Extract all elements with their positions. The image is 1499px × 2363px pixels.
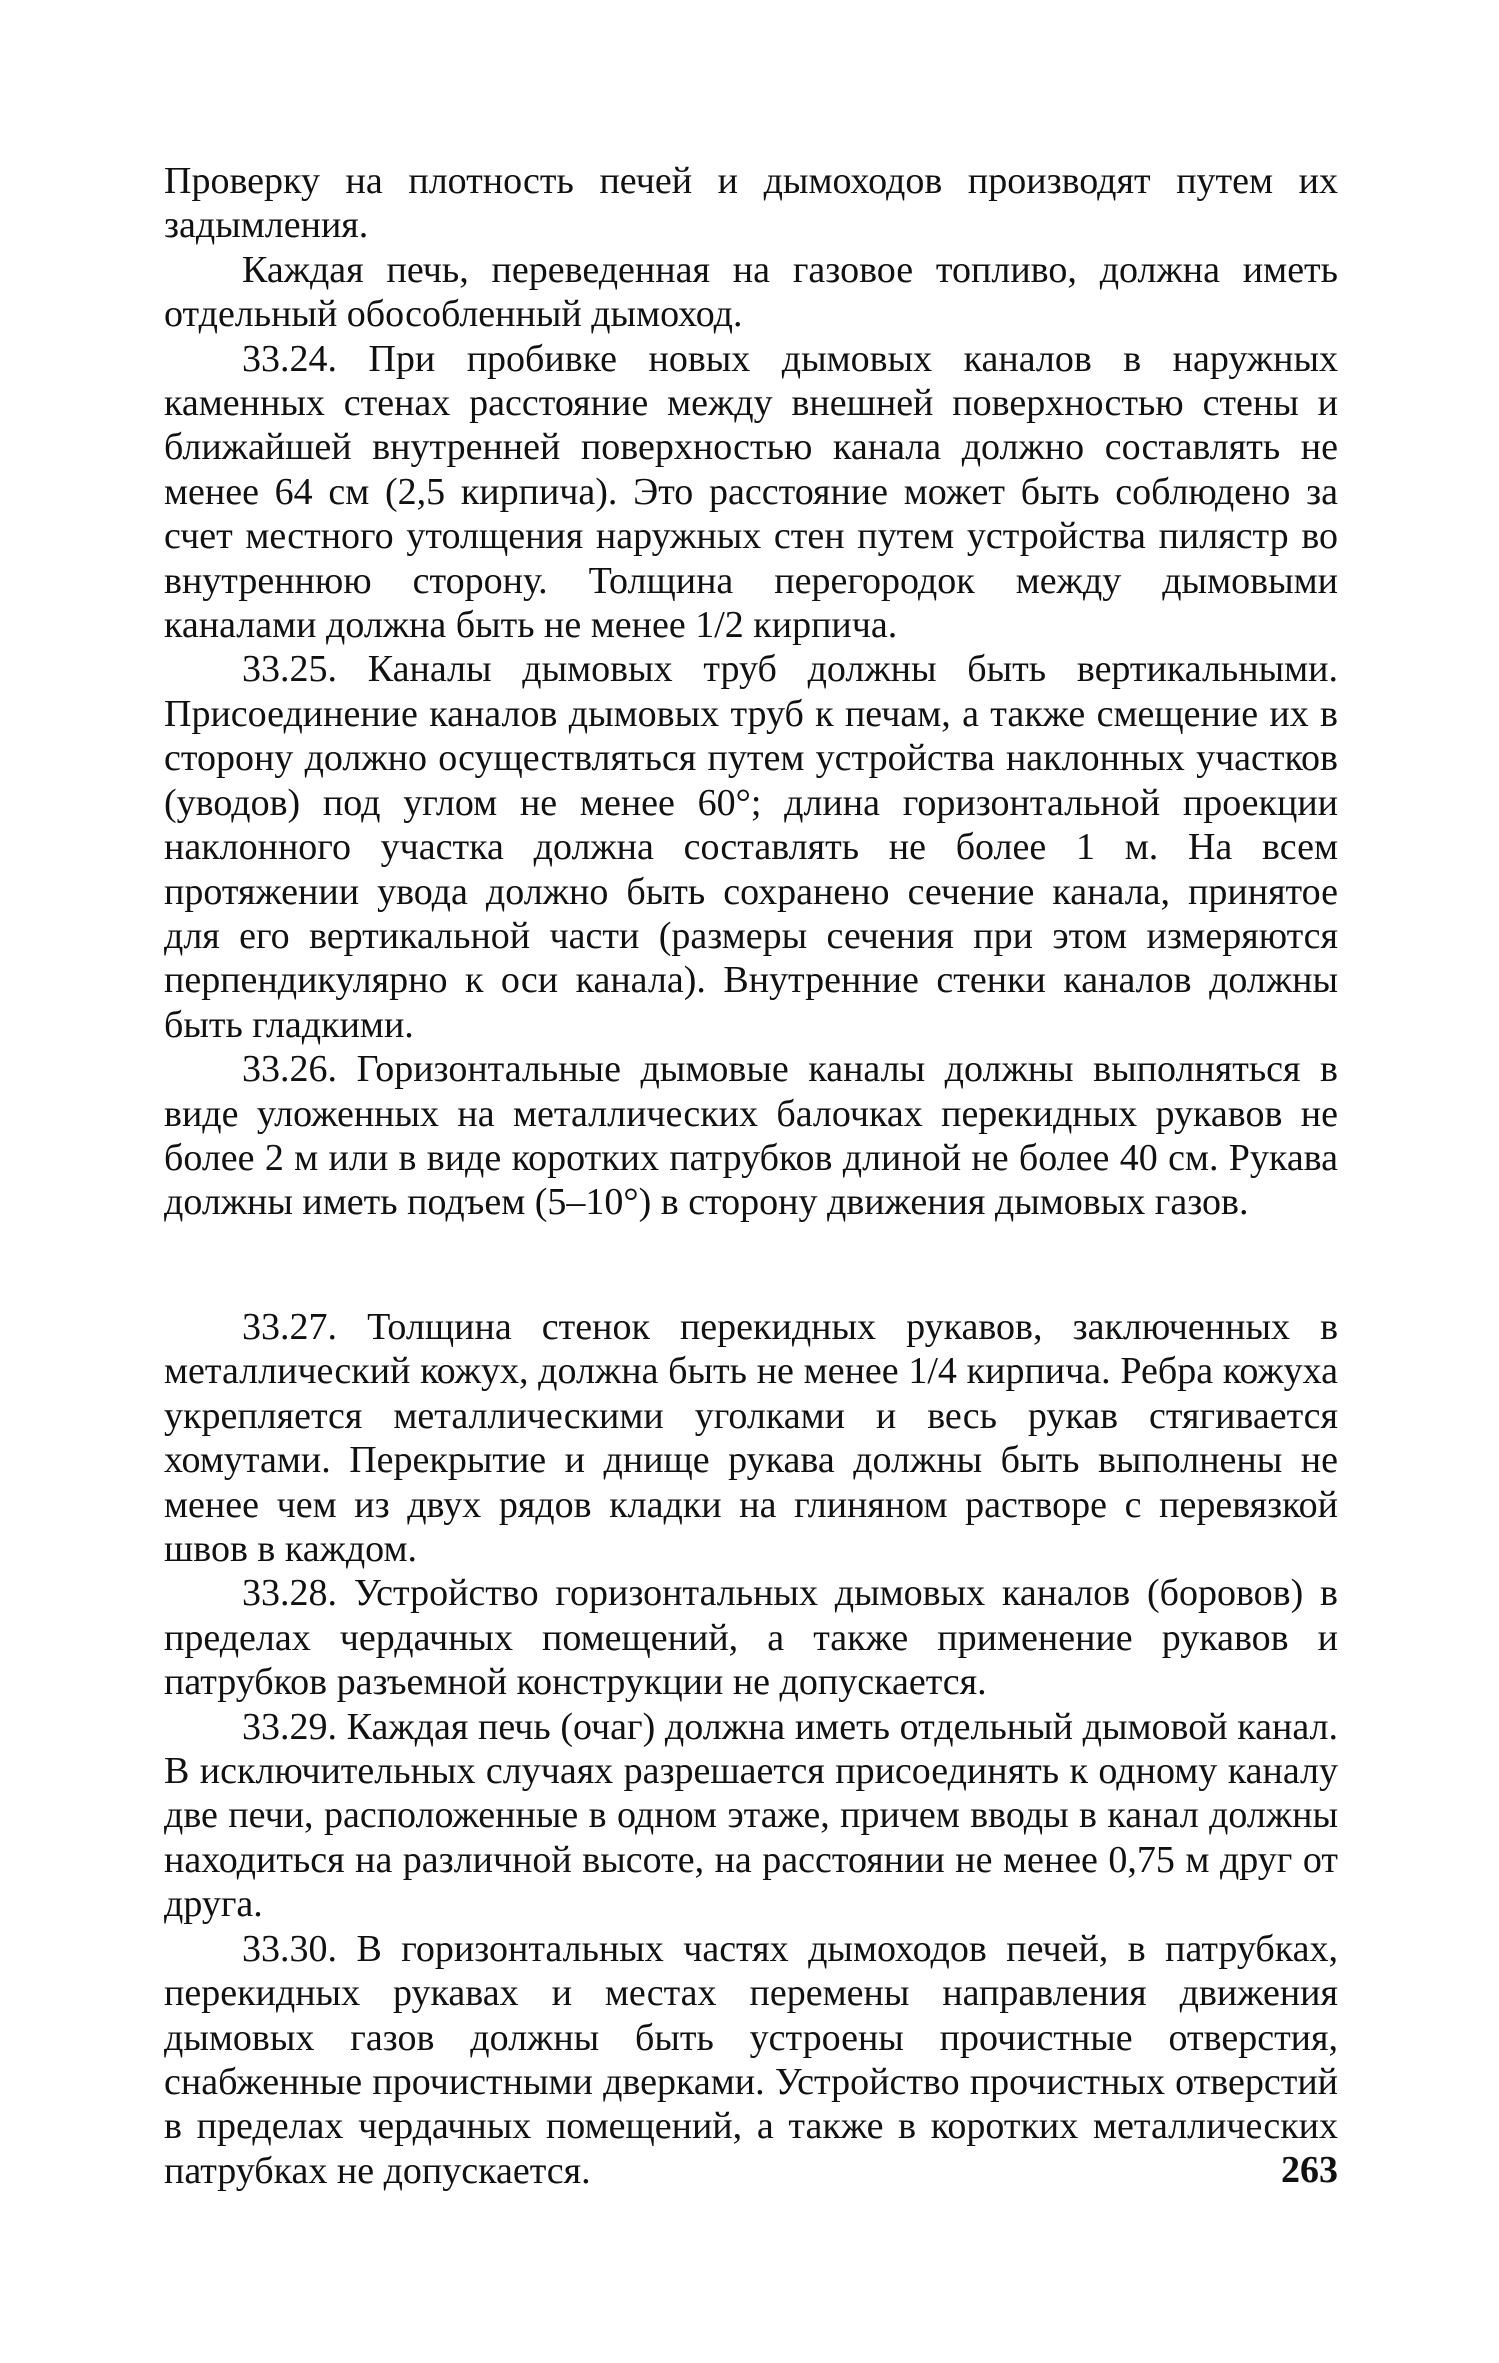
paragraph-number: 33.27. xyxy=(242,1306,337,1348)
paragraph-text: Каждая печь (очаг) должна иметь отдельный дымовой канал. В исключительных случаях разрешается присоединять к одному каналу две печи, расположенные в одном этаже, причем вводы в канал должны находиться на различной высоте, на расстоянии не менее 0,75 м друг от друга. xyxy=(164,1705,1338,1926)
paragraph-number: 33.29. xyxy=(242,1705,337,1748)
paragraph-33-30 xyxy=(164,1927,1338,2193)
paragraph-number: 33.30. xyxy=(242,1927,337,1970)
text-block-bottom xyxy=(164,1305,1338,2193)
paragraph-number: 33.25. xyxy=(242,648,337,691)
paragraph-33-26 xyxy=(164,1047,1338,1225)
paragraph-gas-stove xyxy=(164,248,1338,337)
paragraph-number: 33.28. xyxy=(242,1572,337,1615)
paragraph-33-24 xyxy=(164,337,1338,648)
paragraph-number: 33.26. xyxy=(242,1048,337,1091)
paragraph-33-25 xyxy=(164,647,1338,1047)
paragraph-text: Горизонтальные дымовые каналы должны выполняться в виде уложенных на металлических балочках перекидных рукавов не более 2 м или в виде коротких патрубков длиной не более 40 см. Рукава должны иметь подъем (5–10°) в сторону движения дымовых газов. xyxy=(164,1048,1338,1224)
text-block-top xyxy=(164,159,1338,1225)
paragraph-smoke-test xyxy=(164,159,1338,248)
paragraph-text: Каждая печь, переведенная на газовое топливо, должна иметь отдельный обособленный дымоход. xyxy=(164,248,1338,336)
paragraph-text: Толщина стенок перекидных рукавов, заключенных в металлический кожух, должна быть не менее 1/4 кирпича. Ребра кожуха укрепляется металлическими уголками и весь рукав стягивается хомутами. Перекрытие и днище рукава должны быть выполнены не менее чем из двух рядов кладки на глиняном растворе с перевязкой швов в каждом. xyxy=(164,1306,1339,1571)
paragraph-33-29 xyxy=(164,1705,1338,1927)
paragraph-33-28 xyxy=(164,1571,1338,1704)
paragraph-text: В горизонтальных частях дымоходов печей, в патрубках, перекидных рукавах и местах перемены направления движения дымовых газов должны быть устроены прочистные отверстия, снабженные прочистными дверками. Устройство прочистных отверстий в пределах чердачных помещений, а также в коротких металлических патрубках не допускается. xyxy=(164,1927,1339,2192)
paragraph-33-27 xyxy=(164,1305,1338,1571)
paragraph-text: Проверку на плотность печей и дымоходов производят путем их задымления. xyxy=(164,160,1338,247)
paragraph-text: При пробивке новых дымовых каналов в наружных каменных стенах расстояние между внешней поверхностью стены и ближайшей внутренней поверхностью канала должно составлять не менее 64 см (2,5 кирпича). Это расстояние может быть соблюдено за счет местного утолщения наружных стен путем устройства пилястр во внутреннюю сторону. Толщина перегородок между дымовыми каналами должна быть не менее 1/2 кирпича. xyxy=(164,337,1339,647)
paragraph-number: 33.24. xyxy=(242,337,337,380)
paragraph-text: Каналы дымовых труб должны быть вертикальными. Присоединение каналов дымовых труб к печам, а также смещение их в сторону должно осуществляться путем устройства наклонных участков (уводов) под углом не менее 60°; длина горизонтальной проекции наклонного участка должна составлять не более 1 м. На всем протяжении увода должно быть сохранено сечение канала, принятое для его вертикальной части (размеры сечения при этом измеряются перпендикулярно к оси канала). Внутренние стенки каналов должны быть гладкими. xyxy=(164,648,1338,1046)
paragraph-text: Устройство горизонтальных дымовых каналов (боровов) в пределах чердачных помещений, а также применение рукавов и патрубков разъемной конструкции не допускается. xyxy=(164,1572,1339,1704)
page-number: 263 xyxy=(1281,2149,1338,2191)
